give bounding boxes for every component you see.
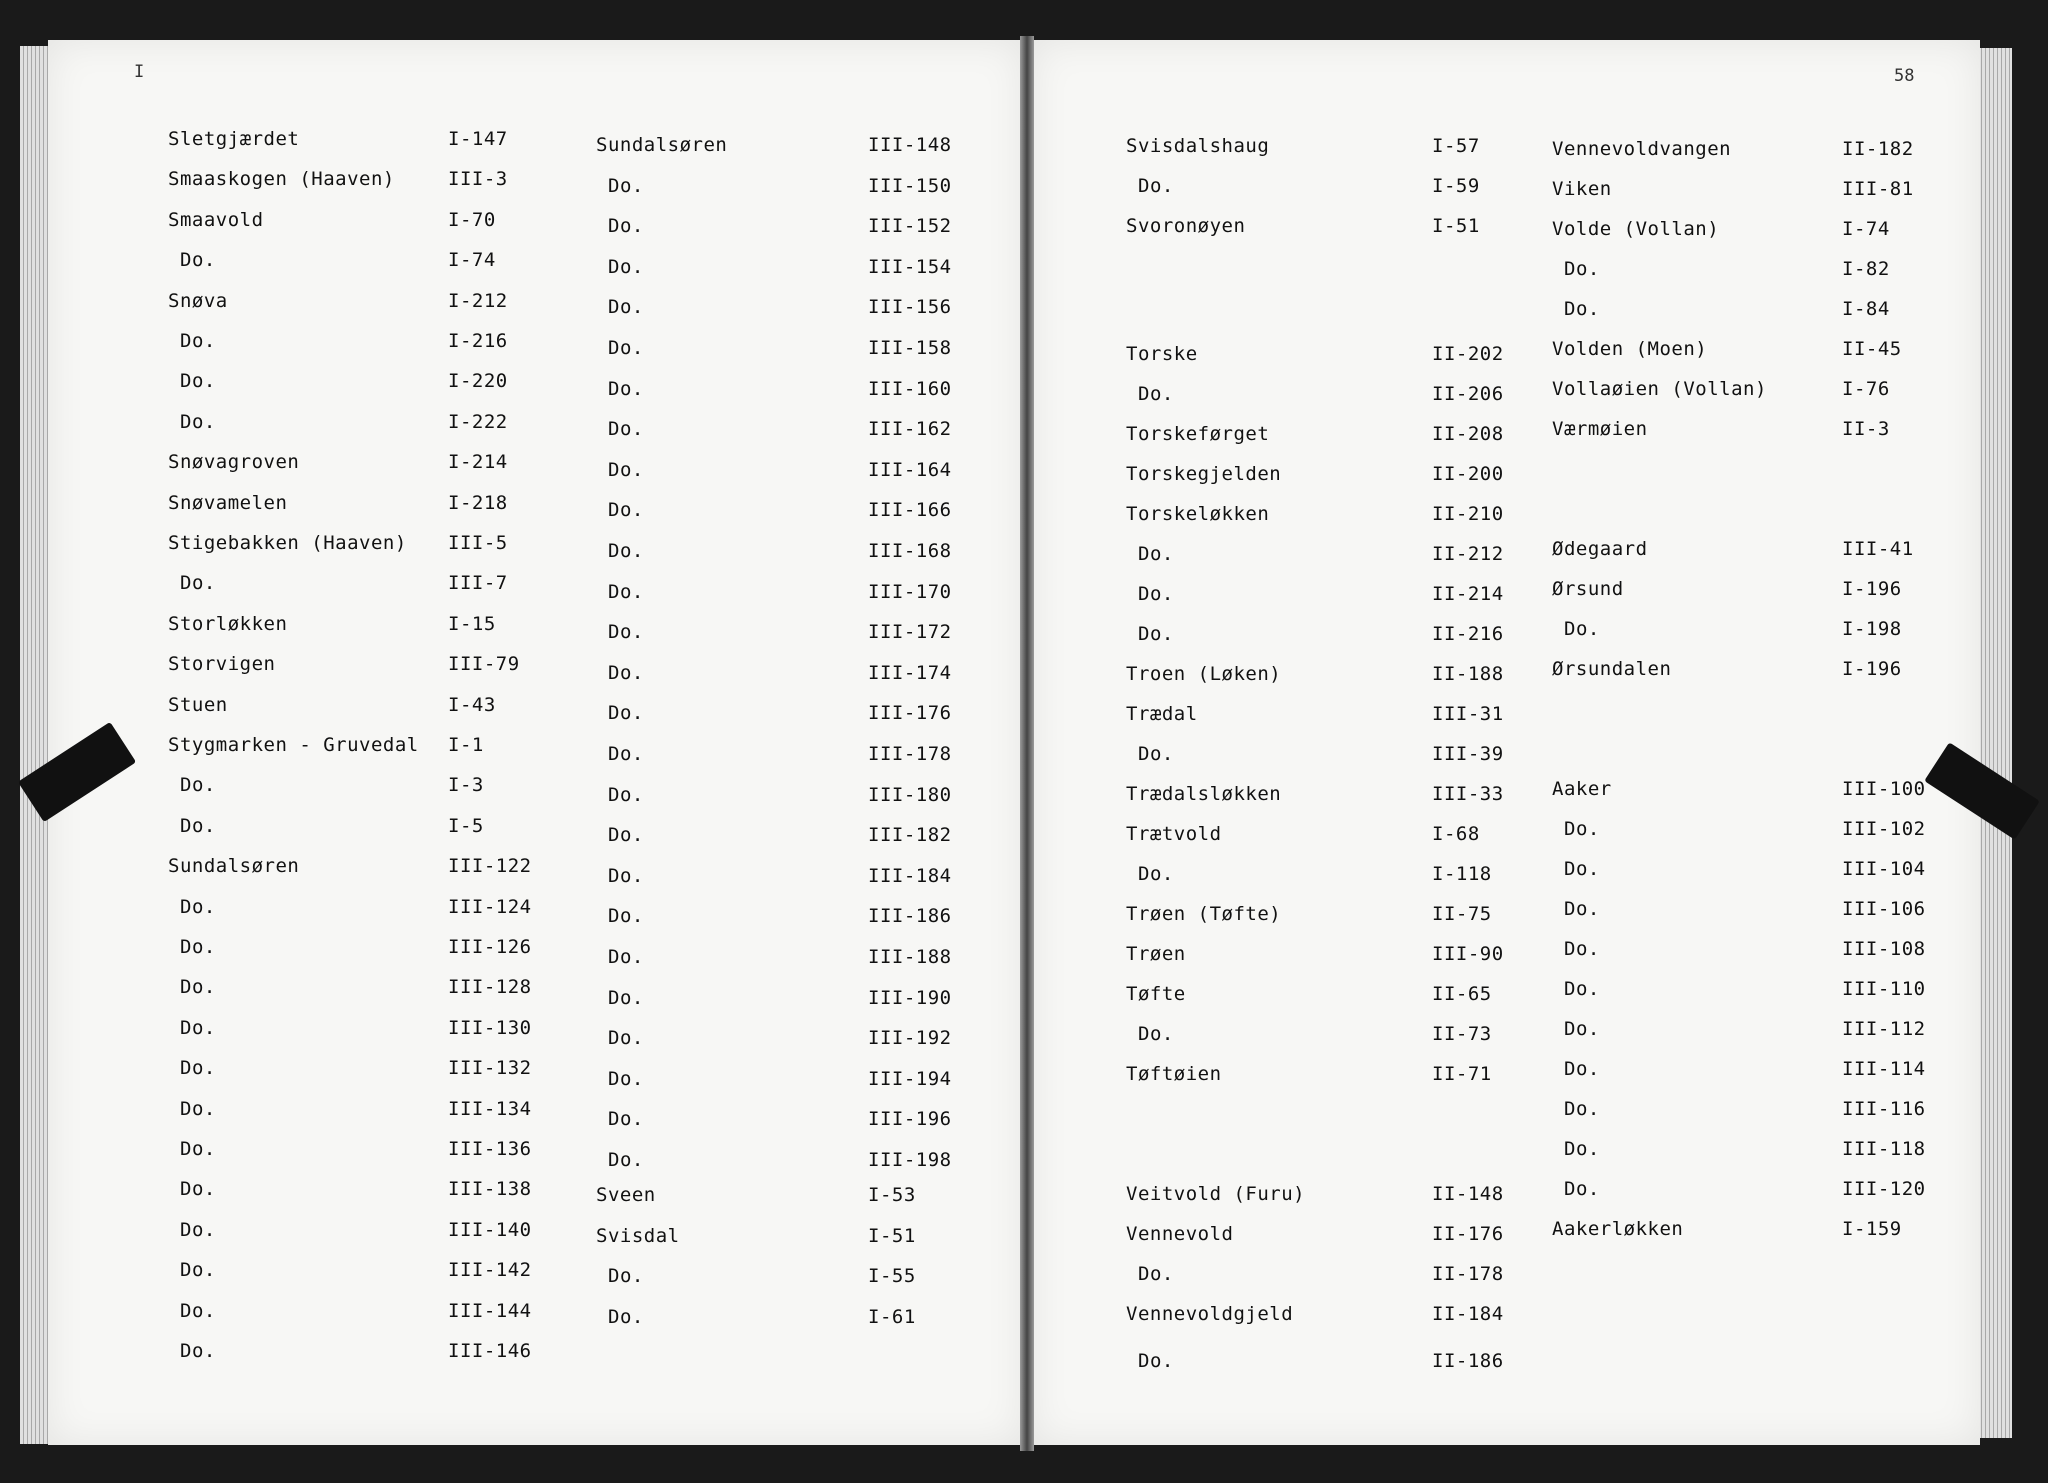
- register-reference: III-186: [868, 905, 952, 928]
- register-reference: III-164: [868, 458, 952, 481]
- register-reference: III-126: [448, 936, 532, 958]
- register-reference: II-75: [1432, 903, 1492, 925]
- register-reference: III-174: [868, 661, 952, 684]
- farm-name: Sundalsøren: [168, 855, 300, 878]
- farm-name: Do.: [1564, 298, 1600, 320]
- farm-name: Do.: [180, 774, 216, 797]
- farm-name: Do.: [608, 1108, 644, 1131]
- farm-name: Volde (Vollan): [1552, 218, 1720, 240]
- register-reference: III-110: [1842, 978, 1926, 1000]
- farm-name: Svisdalshaug: [1126, 135, 1270, 157]
- farm-name: Svoronøyen: [1126, 215, 1246, 237]
- farm-name: Do.: [1138, 1023, 1174, 1045]
- register-reference: I-118: [1432, 863, 1492, 885]
- register-reference: I-198: [1842, 618, 1902, 640]
- farm-name: Do.: [1564, 938, 1600, 960]
- register-reference: III-154: [868, 255, 952, 278]
- farm-name: Do.: [608, 1027, 644, 1050]
- farm-name: Do.: [180, 1218, 216, 1241]
- register-reference: I-55: [868, 1265, 916, 1287]
- register-reference: III-134: [448, 1097, 532, 1120]
- farm-name: Do.: [1564, 1058, 1600, 1080]
- farm-name: Storløkken: [168, 612, 288, 635]
- farm-name: Torskegjelden: [1126, 463, 1282, 485]
- farm-name: Vollaøien (Vollan): [1552, 378, 1767, 400]
- farm-name: Do.: [1138, 175, 1174, 197]
- farm-name: Trøen: [1126, 943, 1186, 965]
- farm-name: Do.: [1564, 1098, 1600, 1120]
- farm-name: Do.: [608, 255, 644, 278]
- farm-name: Do.: [1564, 898, 1600, 920]
- register-reference: III-194: [868, 1067, 952, 1090]
- register-reference: I-70: [448, 208, 496, 231]
- register-reference: I-5: [448, 814, 484, 837]
- farm-name: Viken: [1552, 178, 1612, 200]
- register-reference: II-182: [1842, 138, 1914, 160]
- register-reference: II-216: [1432, 623, 1504, 645]
- farm-name: Do.: [1138, 383, 1174, 405]
- register-reference: III-156: [868, 296, 952, 319]
- register-reference: I-196: [1842, 658, 1902, 680]
- register-reference: II-200: [1432, 463, 1504, 485]
- farm-name: Do.: [180, 1138, 216, 1160]
- farm-name: Trætvold: [1126, 823, 1222, 845]
- farm-name: Do.: [608, 499, 644, 522]
- farm-name: Stigebakken (Haaven): [168, 532, 407, 554]
- register-reference: III-120: [1842, 1178, 1926, 1200]
- farm-name: Torske: [1126, 343, 1198, 365]
- register-reference: II-73: [1432, 1023, 1492, 1045]
- farm-name: Do.: [180, 1016, 216, 1039]
- register-reference: II-212: [1432, 543, 1504, 565]
- register-reference: I-218: [448, 491, 508, 514]
- farm-name: Tøfte: [1126, 983, 1186, 1005]
- farm-name: Do.: [608, 986, 644, 1009]
- register-reference: III-172: [868, 621, 952, 644]
- register-reference: III-160: [868, 377, 952, 400]
- farm-name: Do.: [180, 976, 216, 999]
- farm-name: Stygmarken - Gruvedal: [168, 734, 419, 756]
- register-reference: II-206: [1432, 383, 1504, 405]
- farm-name: Do.: [608, 215, 644, 238]
- register-reference: III-116: [1842, 1098, 1926, 1120]
- left-page-edges: [20, 46, 50, 1444]
- farm-name: Do.: [608, 702, 644, 725]
- register-reference: I-15: [448, 612, 496, 635]
- farm-name: Do.: [608, 946, 644, 968]
- farm-name: Do.: [608, 743, 644, 765]
- register-reference: II-202: [1432, 343, 1504, 365]
- register-reference: I-159: [1842, 1218, 1902, 1240]
- register-reference: II-45: [1842, 338, 1902, 360]
- farm-name: Do.: [1138, 863, 1174, 885]
- register-reference: III-102: [1842, 818, 1926, 840]
- book-gutter: [1020, 36, 1034, 1451]
- farm-name: Do.: [1564, 1018, 1600, 1040]
- farm-name: Do.: [180, 1299, 216, 1322]
- register-reference: III-152: [868, 215, 952, 238]
- register-reference: III-33: [1432, 783, 1504, 805]
- farm-name: Do.: [608, 458, 644, 481]
- farm-name: Do.: [608, 864, 644, 887]
- farm-name: Trøen (Tøfte): [1126, 903, 1282, 925]
- farm-name: Sletgjærdet: [168, 128, 300, 150]
- farm-name: Do.: [1564, 258, 1600, 280]
- farm-name: Trædalsløkken: [1126, 783, 1282, 805]
- register-reference: I-57: [1432, 135, 1480, 157]
- register-reference: I-51: [1432, 215, 1480, 237]
- farm-name: Do.: [1564, 1138, 1600, 1160]
- farm-name: Do.: [1564, 858, 1600, 880]
- farm-name: Snøvagroven: [168, 451, 300, 474]
- farm-name: Do.: [608, 1305, 644, 1328]
- farm-name: Do.: [1138, 1350, 1174, 1372]
- register-reference: II-3: [1842, 418, 1890, 440]
- register-reference: I-68: [1432, 823, 1480, 845]
- register-reference: III-81: [1842, 178, 1914, 200]
- register-reference: I-74: [1842, 218, 1890, 240]
- farm-name: Do.: [1138, 743, 1174, 765]
- farm-name: Snøvamelen: [168, 491, 288, 514]
- register-reference: III-190: [868, 986, 952, 1009]
- register-reference: III-39: [1432, 743, 1504, 765]
- register-reference: III-122: [448, 855, 532, 878]
- register-reference: II-214: [1432, 583, 1504, 605]
- farm-name: Do.: [1564, 978, 1600, 1000]
- register-reference: III-7: [448, 572, 508, 595]
- right-page-number: 58: [1894, 66, 1915, 86]
- farm-name: Trædal: [1126, 703, 1198, 725]
- farm-name: Troen (Løken): [1126, 663, 1282, 685]
- register-reference: III-128: [448, 976, 532, 999]
- left-page-number: I: [134, 62, 145, 82]
- register-reference: II-148: [1432, 1183, 1504, 1205]
- farm-name: Do.: [180, 330, 216, 352]
- register-reference: I-74: [448, 249, 496, 272]
- register-reference: I-59: [1432, 175, 1480, 197]
- farm-name: Smaaskogen (Haaven): [168, 168, 395, 191]
- farm-name: Do.: [608, 1149, 644, 1171]
- right-page-edges: [1978, 48, 2012, 1438]
- farm-name: Do.: [1138, 583, 1174, 605]
- register-reference: III-130: [448, 1016, 532, 1039]
- farm-name: Do.: [608, 783, 644, 806]
- register-reference: I-43: [448, 693, 496, 716]
- register-reference: III-140: [448, 1218, 532, 1241]
- farm-name: Do.: [608, 174, 644, 197]
- register-reference: III-118: [1842, 1138, 1926, 1160]
- farm-name: Storvigen: [168, 653, 276, 676]
- farm-name: Do.: [1564, 1178, 1600, 1200]
- farm-name: Do.: [608, 1067, 644, 1090]
- farm-name: Vennevoldgjeld: [1126, 1303, 1294, 1325]
- farm-name: Do.: [180, 1057, 216, 1080]
- register-reference: III-3: [448, 168, 508, 191]
- farm-name: Aaker: [1552, 778, 1612, 800]
- register-reference: III-31: [1432, 703, 1504, 725]
- farm-name: Stuen: [168, 693, 228, 716]
- farm-name: Do.: [608, 337, 644, 359]
- register-reference: II-178: [1432, 1263, 1504, 1285]
- farm-name: Do.: [180, 370, 216, 393]
- register-reference: III-176: [868, 702, 952, 725]
- farm-name: Do.: [180, 249, 216, 272]
- register-reference: II-176: [1432, 1223, 1504, 1245]
- register-reference: III-192: [868, 1027, 952, 1050]
- farm-name: Do.: [180, 895, 216, 918]
- register-reference: III-112: [1842, 1018, 1926, 1040]
- farm-name: Tøftøien: [1126, 1063, 1222, 1085]
- register-reference: III-188: [868, 946, 952, 968]
- register-reference: I-76: [1842, 378, 1890, 400]
- register-reference: III-144: [448, 1299, 532, 1322]
- register-reference: III-5: [448, 532, 508, 554]
- farm-name: Do.: [180, 936, 216, 958]
- farm-name: Veitvold (Furu): [1126, 1183, 1306, 1205]
- register-reference: III-166: [868, 499, 952, 522]
- register-reference: III-158: [868, 337, 952, 359]
- farm-name: Do.: [180, 572, 216, 595]
- farm-name: Do.: [608, 824, 644, 847]
- register-reference: III-184: [868, 864, 952, 887]
- register-reference: III-138: [448, 1178, 532, 1201]
- register-reference: III-178: [868, 743, 952, 765]
- register-reference: III-180: [868, 783, 952, 806]
- farm-name: Sundalsøren: [596, 134, 728, 156]
- register-reference: II-184: [1432, 1303, 1504, 1325]
- register-reference: II-188: [1432, 663, 1504, 685]
- farm-name: Do.: [180, 410, 216, 433]
- farm-name: Ørsund: [1552, 578, 1624, 600]
- register-reference: I-214: [448, 451, 508, 474]
- farm-name: Do.: [608, 377, 644, 400]
- farm-name: Do.: [608, 905, 644, 928]
- register-reference: III-150: [868, 174, 952, 197]
- register-reference: III-90: [1432, 943, 1504, 965]
- register-reference: III-146: [448, 1340, 532, 1362]
- farm-name: Do.: [608, 418, 644, 441]
- register-reference: III-182: [868, 824, 952, 847]
- register-reference: I-61: [868, 1305, 916, 1328]
- farm-name: Volden (Moen): [1552, 338, 1708, 360]
- register-reference: III-142: [448, 1259, 532, 1282]
- register-reference: III-132: [448, 1057, 532, 1080]
- register-reference: III-196: [868, 1108, 952, 1131]
- farm-name: Do.: [1138, 1263, 1174, 1285]
- register-reference: I-3: [448, 774, 484, 797]
- register-reference: I-51: [868, 1224, 916, 1247]
- farm-name: Do.: [180, 1340, 216, 1362]
- farm-name: Do.: [1564, 818, 1600, 840]
- farm-name: Vennevoldvangen: [1552, 138, 1732, 160]
- register-reference: III-162: [868, 418, 952, 441]
- farm-name: Do.: [608, 580, 644, 603]
- farm-name: Svisdal: [596, 1224, 680, 1247]
- farm-name: Do.: [608, 540, 644, 562]
- farm-name: Do.: [180, 1178, 216, 1201]
- farm-name: Torskeførget: [1126, 423, 1270, 445]
- register-reference: I-196: [1842, 578, 1902, 600]
- farm-name: Do.: [180, 814, 216, 837]
- register-reference: I-212: [448, 289, 508, 312]
- register-reference: III-136: [448, 1138, 532, 1160]
- register-reference: II-208: [1432, 423, 1504, 445]
- register-reference: III-100: [1842, 778, 1926, 800]
- farm-name: Værmøien: [1552, 418, 1648, 440]
- register-reference: I-216: [448, 330, 508, 352]
- register-reference: III-41: [1842, 538, 1914, 560]
- farm-name: Ørsundalen: [1552, 658, 1672, 680]
- register-reference: III-124: [448, 895, 532, 918]
- register-reference: III-79: [448, 653, 520, 676]
- register-reference: II-210: [1432, 503, 1504, 525]
- farm-name: Sveen: [596, 1184, 656, 1206]
- farm-name: Do.: [180, 1259, 216, 1282]
- register-reference: III-114: [1842, 1058, 1926, 1080]
- farm-name: Do.: [608, 1265, 644, 1287]
- left-page: [48, 40, 1023, 1445]
- register-reference: I-82: [1842, 258, 1890, 280]
- register-reference: III-148: [868, 134, 952, 156]
- farm-name: Do.: [608, 621, 644, 644]
- register-reference: I-84: [1842, 298, 1890, 320]
- farm-name: Do.: [1138, 623, 1174, 645]
- farm-name: Snøva: [168, 289, 228, 312]
- register-reference: III-104: [1842, 858, 1926, 880]
- register-reference: I-220: [448, 370, 508, 393]
- farm-name: Do.: [1564, 618, 1600, 640]
- right-page: [1032, 40, 1980, 1445]
- farm-name: Vennevold: [1126, 1223, 1234, 1245]
- farm-name: Smaavold: [168, 208, 264, 231]
- register-reference: III-108: [1842, 938, 1926, 960]
- farm-name: Torskeløkken: [1126, 503, 1270, 525]
- farm-name: Do.: [180, 1097, 216, 1120]
- register-reference: I-53: [868, 1184, 916, 1206]
- farm-name: Do.: [1138, 543, 1174, 565]
- register-reference: III-170: [868, 580, 952, 603]
- farm-name: Do.: [608, 296, 644, 319]
- register-reference: III-106: [1842, 898, 1926, 920]
- register-reference: III-168: [868, 540, 952, 562]
- register-reference: I-147: [448, 128, 508, 150]
- farm-name: Aakerløkken: [1552, 1218, 1684, 1240]
- farm-name: Ødegaard: [1552, 538, 1648, 560]
- register-reference: II-186: [1432, 1350, 1504, 1372]
- farm-name: Do.: [608, 661, 644, 684]
- register-reference: III-198: [868, 1149, 952, 1171]
- register-reference: II-65: [1432, 983, 1492, 1005]
- register-reference: I-222: [448, 410, 508, 433]
- register-reference: II-71: [1432, 1063, 1492, 1085]
- register-reference: I-1: [448, 734, 484, 756]
